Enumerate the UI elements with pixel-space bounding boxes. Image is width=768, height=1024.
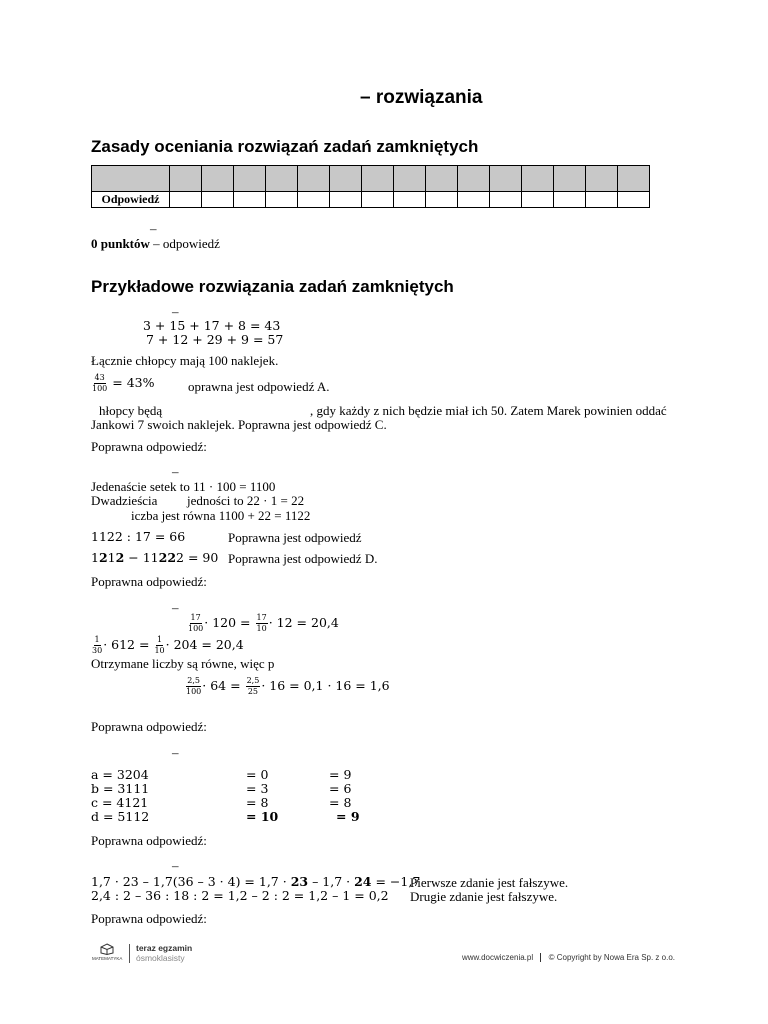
grid-answer-cell — [426, 192, 458, 208]
grid-answer-cell — [554, 192, 586, 208]
footer-copyright — [462, 953, 675, 962]
answer-note: Poprawna jest odpowiedź D. — [228, 551, 378, 566]
solution-text: Dwadzieścia — [91, 493, 158, 508]
dash-mark: – — [150, 221, 157, 236]
grid-header-cell — [458, 166, 490, 192]
answer-grid-answer-row — [92, 192, 650, 208]
grid-answer-cell — [586, 192, 618, 208]
calculation: 1122 : 17 = 66 — [91, 529, 186, 544]
answer-note: Pierwsze zdanie jest fałszywe. — [410, 875, 569, 890]
solution-text: iczba jest równa 1100 + 22 = 1122 — [131, 508, 311, 523]
digit-sum: = 0 — [246, 767, 269, 782]
grid-answer-cell — [330, 192, 362, 208]
grid-answer-cell — [618, 192, 650, 208]
answer-grid-header-row — [92, 166, 650, 192]
solution-text: Łącznie chłopcy mają 100 naklejek. — [91, 353, 279, 368]
zero-points-text: – odpowiedź — [149, 236, 220, 251]
digit-sum: = 3 — [246, 781, 269, 796]
cube-logo-icon — [100, 943, 114, 955]
grid-header-cell — [426, 166, 458, 192]
percent-result: = 43% — [112, 375, 155, 390]
grid-header-cell — [298, 166, 330, 192]
grid-header-cell — [490, 166, 522, 192]
solution-text: Otrzymane liczby są równe, więc p — [91, 656, 275, 671]
grid-answer-cell — [362, 192, 394, 208]
grid-answer-cell — [522, 192, 554, 208]
fraction-expression: $\frac{2,5}{100}$ · 64 = $\frac{2,5}{25}$ · 16 = 0,1 · 16 = 1,6 — [186, 676, 390, 696]
equation: 7 + 12 + 29 + 9 = 57 — [146, 332, 284, 347]
dash-mark: – — [172, 745, 179, 760]
grid-header-cell — [170, 166, 202, 192]
digit-sum: = 8 — [329, 795, 352, 810]
calculation: 1212 − 11222 = 90 — [91, 550, 219, 565]
grid-header-cell — [202, 166, 234, 192]
footer-brand: teraz egzamin — [136, 943, 193, 953]
grid-answer-cell — [394, 192, 426, 208]
grid-answer-cell — [202, 192, 234, 208]
solution-text: jedności to 22 · 1 = 22 — [187, 493, 305, 508]
solution-text: Jankowi 7 swoich naklejek. Poprawna jest odpowiedź C. — [91, 417, 387, 432]
grid-header-cell — [586, 166, 618, 192]
grid-answer-cell — [490, 192, 522, 208]
footer-subject: MATEMATYKA — [92, 956, 123, 961]
grid-header-cell — [394, 166, 426, 192]
grid-answer-cell — [234, 192, 266, 208]
solution-text: hłopcy będą — [99, 403, 163, 418]
correct-answer-label: Poprawna odpowiedź: — [91, 719, 207, 734]
section-heading-examples: Przykładowe rozwiązania zadań zamkniętych — [91, 277, 454, 296]
digit-row: b = 3111 — [91, 781, 150, 796]
fraction-expression — [91, 374, 155, 393]
dash-mark: – — [172, 304, 179, 319]
correct-answer-label: Poprawna odpowiedź: — [91, 439, 207, 454]
digit-row: a = 3204 — [91, 767, 149, 782]
equation: 3 + 15 + 17 + 8 = 43 — [143, 318, 281, 333]
grid-header-cell — [362, 166, 394, 192]
grid-answer-cell — [266, 192, 298, 208]
correct-answer-label: Poprawna odpowiedź: — [91, 911, 207, 926]
grid-answer-cell — [170, 192, 202, 208]
dash-mark: – — [172, 858, 179, 873]
grid-answer-cell — [298, 192, 330, 208]
footer-divider — [129, 944, 130, 963]
fraction-expression: $\frac{17}{100}$ · 120 = $\frac{17}{10}$ · 12 = 20,4 — [188, 613, 339, 633]
correct-answer-label: Poprawna odpowiedź: — [91, 574, 207, 589]
solution-text: Jedenaście setek to 11 · 100 = 1100 — [91, 479, 276, 494]
dash-mark: – — [172, 464, 179, 479]
correct-answer-label: Poprawna odpowiedź: — [91, 833, 207, 848]
dash-mark: – — [172, 600, 179, 615]
solution-text: , gdy każdy z nich będzie miał ich 50. Zatem Marek powinien oddać — [310, 403, 667, 418]
grid-corner-cell — [92, 166, 170, 192]
section-heading-scoring: Zasady oceniania rozwiązań zadań zamkniętych — [91, 137, 479, 156]
grid-header-cell — [554, 166, 586, 192]
calculation: 1,7 · 23 – 1,7(36 – 3 · 4) = 1,7 · 23 – 1,7 · 24 = −1,7 — [91, 874, 421, 889]
digit-sum: = 6 — [329, 781, 352, 796]
answer-grid-table — [91, 165, 650, 208]
digit-sum: = 9 — [329, 767, 352, 782]
grid-header-cell — [234, 166, 266, 192]
calculation: 2,4 : 2 – 36 : 18 : 2 = 1,2 – 2 : 2 = 1,2 – 1 = 0,2 — [91, 888, 389, 903]
grid-row-label: Odpowiedź — [92, 192, 170, 208]
scoring-rule — [91, 237, 220, 250]
zero-points-label: 0 punktów — [91, 236, 150, 251]
answer-statement: oprawna jest odpowiedź A. — [188, 379, 330, 394]
grid-header-cell — [266, 166, 298, 192]
digit-row: d = 5112 — [91, 809, 150, 824]
digit-sum: = 8 — [246, 795, 269, 810]
footer-brand-sub: ósmoklasisty — [136, 953, 185, 963]
digit-sum: = 10 — [246, 809, 279, 824]
grid-header-cell — [618, 166, 650, 192]
fraction: $\frac{43}{100}$ — [92, 373, 108, 393]
page-title: – rozwiązania — [360, 87, 483, 108]
fraction-expression: $\frac{1}{30}$ · 612 = $\frac{1}{10}$ · 204 = 20,4 — [92, 635, 244, 655]
footer-site-link[interactable]: www.docwiczenia.pl — [461, 953, 534, 962]
grid-header-cell — [522, 166, 554, 192]
digit-sum: = 9 — [336, 809, 360, 824]
footer-copyright-text: © Copyright by Nowa Era Sp. z o.o. — [548, 953, 675, 962]
grid-header-cell — [330, 166, 362, 192]
answer-note: Drugie zdanie jest fałszywe. — [410, 889, 558, 904]
grid-answer-cell — [458, 192, 490, 208]
answer-note: Poprawna jest odpowiedź — [228, 530, 362, 545]
digit-row: c = 4121 — [91, 795, 149, 810]
footer-separator — [540, 953, 541, 962]
